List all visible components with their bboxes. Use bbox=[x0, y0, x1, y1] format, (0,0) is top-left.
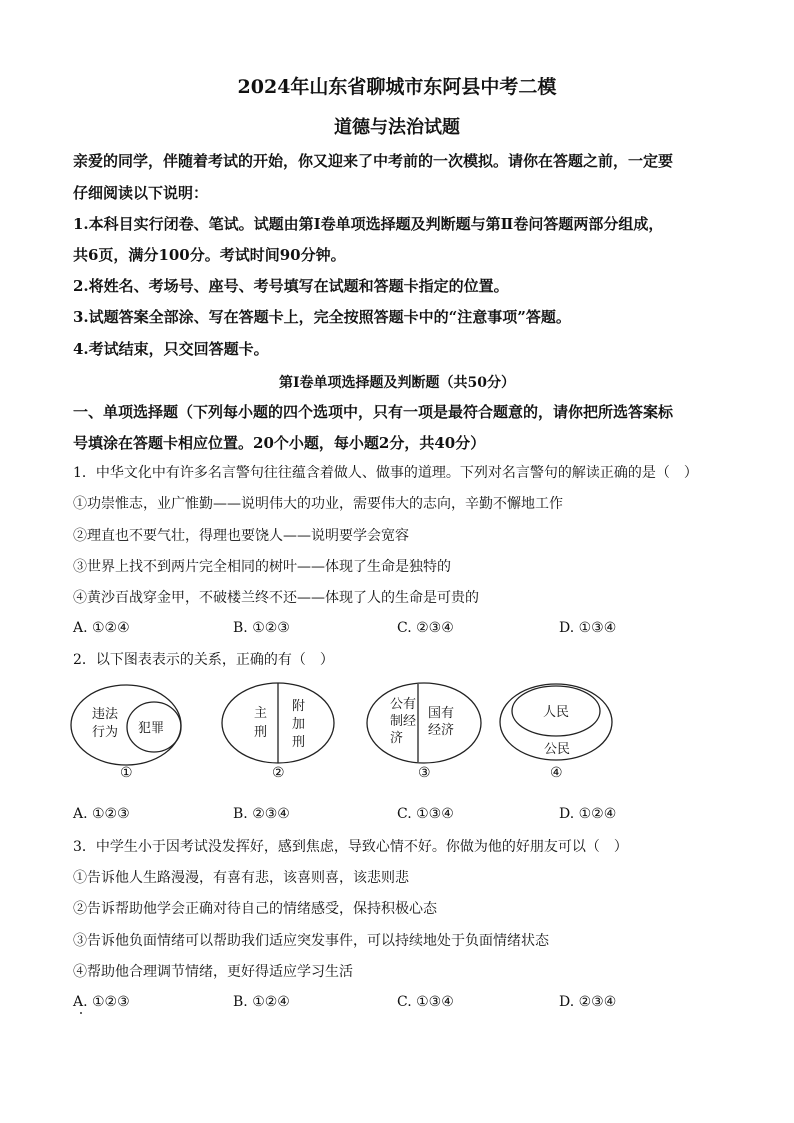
question-2-stem: 2．以下图表表示的关系，正确的有（ ） bbox=[73, 652, 334, 668]
outer-ellipse bbox=[71, 685, 181, 765]
outer-ellipse bbox=[367, 683, 481, 763]
scan-dot bbox=[80, 1012, 82, 1014]
option-b[interactable]: B. ②③④ bbox=[233, 806, 290, 822]
question-3-statement: ②告诉帮助他学会正确对待自己的情绪感受，保持积极心态 bbox=[73, 901, 437, 917]
label: 公民 bbox=[544, 742, 571, 757]
part-instruction-b: 号填涂在答题卡相应位置。20个小题，每小题2分，共40分） bbox=[73, 434, 486, 452]
label: 人民 bbox=[543, 705, 570, 720]
label: 加 bbox=[292, 717, 306, 732]
option-b[interactable]: B. ①②③ bbox=[233, 620, 290, 636]
label: 附 bbox=[292, 699, 306, 714]
diagram-number: ③ bbox=[418, 765, 431, 781]
diagram-1 bbox=[71, 685, 181, 781]
section-heading: 第Ⅰ卷单项选择题及判断题（共50分） bbox=[278, 375, 516, 391]
question-1-statement: ③世界上找不到两片完全相同的树叶——体现了生命是独特的 bbox=[73, 559, 451, 575]
exam-subtitle: 道德与法治试题 bbox=[334, 117, 460, 138]
question-2-options bbox=[73, 806, 733, 824]
label: 国有 bbox=[428, 706, 455, 721]
question-1-statement: ②理直也不要气壮，得理也要饶人——说明要学会宽容 bbox=[73, 528, 409, 544]
diagram-number: ④ bbox=[550, 765, 563, 781]
question-3-stem: 3．中学生小于因考试没发挥好，感到焦虑，导致心情不好。你做为他的好朋友可以（ ） bbox=[73, 839, 628, 855]
diagram-4 bbox=[500, 684, 612, 781]
diagram-number: ① bbox=[120, 765, 133, 781]
label: 主 bbox=[254, 706, 268, 721]
question-1-stem: 1．中华文化中有许多名言警句往往蕴含着做人、做事的道理。下列对名言警句的解读正确的是（ ） bbox=[73, 465, 698, 481]
question-3-statement: ①告诉他人生路漫漫，有喜有悲，该喜则喜，该悲则悲 bbox=[73, 870, 409, 886]
diagram-number: ② bbox=[272, 765, 285, 781]
intro-line-1: 亲爱的同学，伴随着考试的开始，你又迎来了中考前的一次模拟。请你在答题之前，一定要 bbox=[73, 152, 674, 170]
label: 刑 bbox=[254, 725, 268, 740]
label: 犯罪 bbox=[138, 721, 165, 736]
option-c[interactable]: C. ①③④ bbox=[397, 806, 454, 822]
diagram-2 bbox=[222, 683, 334, 781]
instruction-item-4: 4.考试结束，只交回答题卡。 bbox=[73, 340, 269, 358]
option-a[interactable]: A. ①②③ bbox=[73, 994, 130, 1010]
option-b[interactable]: B. ①②④ bbox=[233, 994, 290, 1010]
label: 经济 bbox=[428, 723, 455, 738]
question-1-statement: ④黄沙百战穿金甲，不破楼兰终不还——体现了人的生命是可贵的 bbox=[73, 590, 479, 606]
label: 制经 bbox=[390, 714, 417, 729]
instruction-item-2: 2.将姓名、考场号、座号、考号填写在试题和答题卡指定的位置。 bbox=[73, 277, 509, 295]
option-a[interactable]: A. ①②④ bbox=[73, 620, 130, 636]
option-d[interactable]: D. ①②④ bbox=[559, 806, 617, 822]
question-3-options bbox=[73, 994, 733, 1012]
label: 刑 bbox=[292, 735, 306, 750]
question-3-statement: ④帮助他合理调节情绪，更好得适应学习生活 bbox=[73, 964, 353, 980]
question-3-statement: ③告诉他负面情绪可以帮助我们适应突发事件，可以持续地处于负面情绪状态 bbox=[73, 933, 549, 949]
label: 行为 bbox=[92, 725, 119, 740]
label: 违法 bbox=[92, 707, 119, 722]
option-c[interactable]: C. ②③④ bbox=[397, 620, 454, 636]
diagram-3 bbox=[367, 683, 481, 781]
question-1-options bbox=[73, 620, 733, 638]
part-instruction-a: 一、单项选择题（下列每小题的四个选项中，只有一项是最符合题意的，请你把所选答案标 bbox=[73, 403, 674, 421]
question-1-statement: ①功崇惟志，业广惟勤——说明伟大的功业，需要伟大的志向，辛勤不懈地工作 bbox=[73, 496, 563, 512]
option-d[interactable]: D. ①③④ bbox=[559, 620, 617, 636]
exam-title: 2024年山东省聊城市东阿县中考二模 bbox=[237, 76, 557, 98]
instruction-item-3: 3.试题答案全部涂、写在答题卡上，完全按照答题卡中的“注意事项”答题。 bbox=[73, 308, 571, 326]
intro-line-2: 仔细阅读以下说明： bbox=[73, 184, 209, 202]
option-d[interactable]: D. ②③④ bbox=[559, 994, 617, 1010]
option-a[interactable]: A. ①②③ bbox=[73, 806, 130, 822]
instruction-item-1a: 1.本科目实行闭卷、笔试。试题由第Ⅰ卷单项选择题及判断题与第Ⅱ卷问答题两部分组成， bbox=[73, 215, 664, 233]
label: 济 bbox=[390, 731, 404, 746]
label: 公有 bbox=[390, 697, 417, 712]
relationship-diagrams bbox=[66, 680, 646, 785]
option-c[interactable]: C. ①③④ bbox=[397, 994, 454, 1010]
instruction-item-1b: 共6页，满分100分。考试时间90分钟。 bbox=[73, 246, 346, 264]
